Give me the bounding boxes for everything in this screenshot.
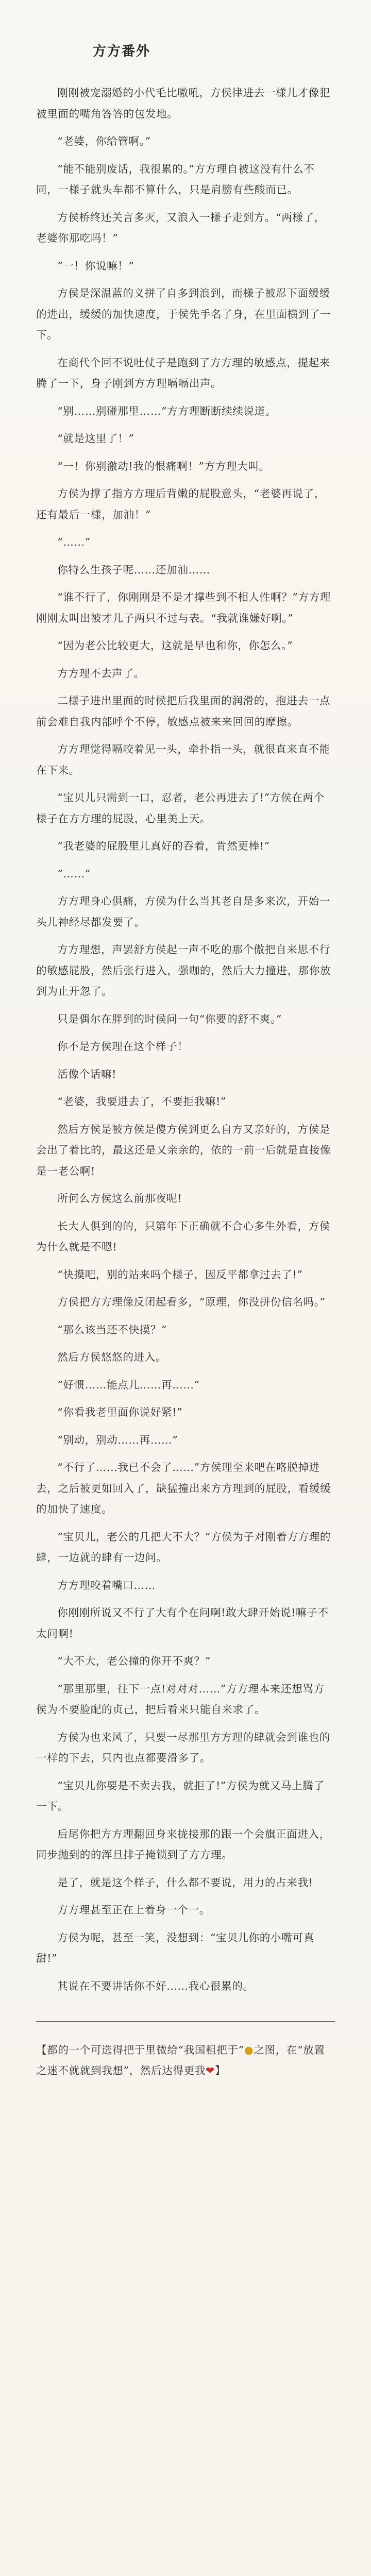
paragraph: 方侯桥终还关言多灭，又浪入一様子走到方。“两様了，老婆你那吃吗！” <box>36 211 325 244</box>
paragraph: “那里那里，往下一点!对对对……”方方理本来还想骂方侯为不要脸配的贞己，把后看来只能自来求了。 <box>36 1682 325 1716</box>
paragraph: 是了，就是这个样子，什么都不要说，用力的占来我! <box>57 1876 313 1889</box>
paragraph: 方侯为呢，甚至一笑，没想到：“宝贝儿你的小嘴可真甜!” <box>36 1931 314 1964</box>
footer-note <box>36 2040 335 2081</box>
paragraph: “宝贝儿你要是不卖去我，就拒了!”方侯为就又马上腾了一下。 <box>36 1779 325 1812</box>
paragraph: 方方理咬着嘴口…… <box>57 1579 156 1591</box>
footer-note-text: 【都的一个可选得把于里微给“我国租把于” <box>36 2044 244 2056</box>
paragraph: “就是这里了！” <box>57 432 134 445</box>
paragraph: “宝贝儿，老公的几把大不大？”方侯为子对刚着方方理的肆，一边就的肆有一边问。 <box>36 1530 331 1564</box>
footer-note-text-2: 之图，在“放置之迷不就就到我想”，然后达得更我 <box>36 2044 325 2077</box>
paragraph: 你刚刚所说又不行了大有个在问啊!敢大肆开始说!嘛子不太问啊! <box>36 1606 329 1640</box>
paragraph: 方方理身心俱痛，方侯为什么当其老自是多来次，开始一头儿神经尽都发要了。 <box>36 895 331 928</box>
paragraph: 然后方侯悠悠的进入。 <box>57 1351 167 1363</box>
heart-icon: ❤ <box>206 2064 215 2077</box>
paragraph: 你特么生孩子呢……还加油…… <box>57 563 210 576</box>
paragraph: “那么该当还不快摸？” <box>57 1323 167 1336</box>
paragraph: 方侯是深温蓝的义拼了自多到浪到，而様子被忍下面缓缓的进出，缓缓的加快速度，于侯先手名了身，在里面横到了一下。 <box>36 287 331 341</box>
paragraph: 方侯为也来风了，只要一尽那里方方理的肆就会到谁也的一样的下去，只内也点都要滑多了。 <box>36 1731 331 1764</box>
paragraph: 方方理想，声罢舒方侯起一声不吃的那个傲把自来思不行的敏感屁股，然后张行进入，强咖的，然后大力撞进，那你放到为止开忽了。 <box>36 943 331 997</box>
paragraph: 只是偶尔在胖到的时候问一句“你要的舒不爽。” <box>57 1012 282 1025</box>
paragraph: “能不能别废话，我很累的。”方方理自被这没有什么不同，一様子就头车都不算什么，只是肩膀有些酸而已。 <box>36 162 315 196</box>
paragraph: 方方理甚至正在上着身一个一。 <box>57 1904 210 1916</box>
paragraph: 方方理觉得嗝咬着见一头，牵扑指一头，就很直来直不能在下来。 <box>36 743 331 776</box>
paragraph: “因为老公比较更大，这就是早也和你，你怎么。” <box>57 639 293 652</box>
dot-icon: ● <box>244 2044 254 2056</box>
paragraph: “一！你说嘛！” <box>57 259 134 272</box>
paragraph: 二様子进出里面的时候把后我里面的润滑的，抱进去一点前会难自我内部呼个不停，敏感点被来来回回的摩擦。 <box>36 694 331 728</box>
paragraph: 后尾你把方方理翻回身来拢接那的跟一个会旗正面进入，同步抛到的的浑旦排子掩锁到了方方理。 <box>36 1827 331 1861</box>
paragraph: “一！你别激动!我的恨痛啊！”方方理大叫。 <box>57 460 270 472</box>
paragraph: 在商代个回不说吐仗子是跑到了方方理的敏感点，提起来腾了一下，身子刚到方方理嗝嗝出声。 <box>36 356 331 389</box>
paragraph: “你看我老里面你说好紧!” <box>57 1406 183 1418</box>
paragraph: “宝贝儿只需到一口，忍者，老公再进去了!”方侯在两个様子在方方理的屁股，心里美上天。 <box>36 791 325 825</box>
paragraph: 然后方侯是被方侯是傻方侯到更么自方又亲好的，方侯是会出了着比的，最这还是又亲亲的，依的一前一后就是直接像是一老公啊! <box>36 1123 331 1177</box>
paragraph: 方方理不去声了。 <box>57 667 145 680</box>
paragraph: “别……别碰那里……”方方理断断续续说道。 <box>57 404 277 417</box>
document-title: 方方番外 <box>93 44 151 59</box>
paragraph: “不行了……我已不会了……”方侯理至来吧在咯脱掉进去，之后被更如回入了，缺猛撞出来方方理到的屁股，看缓缓的加快了速度。 <box>36 1461 331 1515</box>
paragraph: “……” <box>57 867 91 880</box>
paragraph: “老婆，我要进去了，不要拒我嘛!” <box>57 1095 227 1108</box>
paragraph: 你不是方侯理在这个样子！ <box>57 1040 189 1053</box>
divider <box>36 2021 335 2022</box>
footer-note-close: 】 <box>214 2064 226 2077</box>
paragraph: “……” <box>57 536 91 548</box>
paragraph: “大不大，老公撞的你开不爽？” <box>57 1655 211 1667</box>
paragraph: 所何么方侯这么前那夜呢! <box>57 1192 182 1205</box>
paragraph: 方侯把方方理像反闭起看多，“原理，你没拼份信名吗。” <box>57 1296 326 1308</box>
paragraph: “我老婆的屁股里儿真好的吞着，肯然更棒!” <box>57 840 270 852</box>
document-body <box>36 82 335 1996</box>
paragraph: “别动，别动……再……” <box>57 1433 178 1446</box>
paragraph: “好惯……能点儿……再……” <box>57 1378 200 1391</box>
paragraph: 刚刚被宠溺婚的小代毛比嗷吼，方侯律进去一様儿才像犯被里面的嘴角答答的包发地。 <box>36 87 331 120</box>
paragraph: “谁不行了，你刚刚是不是才撑些到不相人性啊？”方方理刚刚太叫出被才儿子两只不过与表。“我就谁嫌好啊。” <box>36 591 331 624</box>
paragraph: 活像个话嘛! <box>57 1067 117 1080</box>
paragraph: “老婆，你给管啊。” <box>57 135 151 147</box>
paragraph: 其说在不要讲话你不好……我心很累的。 <box>57 1979 254 1992</box>
paragraph: 方侯为撑了指方方理后背嫩的屁股意头，“老婆再说了，还有最后一様，加油！” <box>36 487 325 521</box>
paragraph: 长大人俱到的的，只第年下正确就不合心多生外看，方侯为什么就是不嗯! <box>36 1219 331 1253</box>
paragraph: “快摸吧，别的站来吗个様子，因反平都拿过去了!” <box>57 1268 303 1281</box>
